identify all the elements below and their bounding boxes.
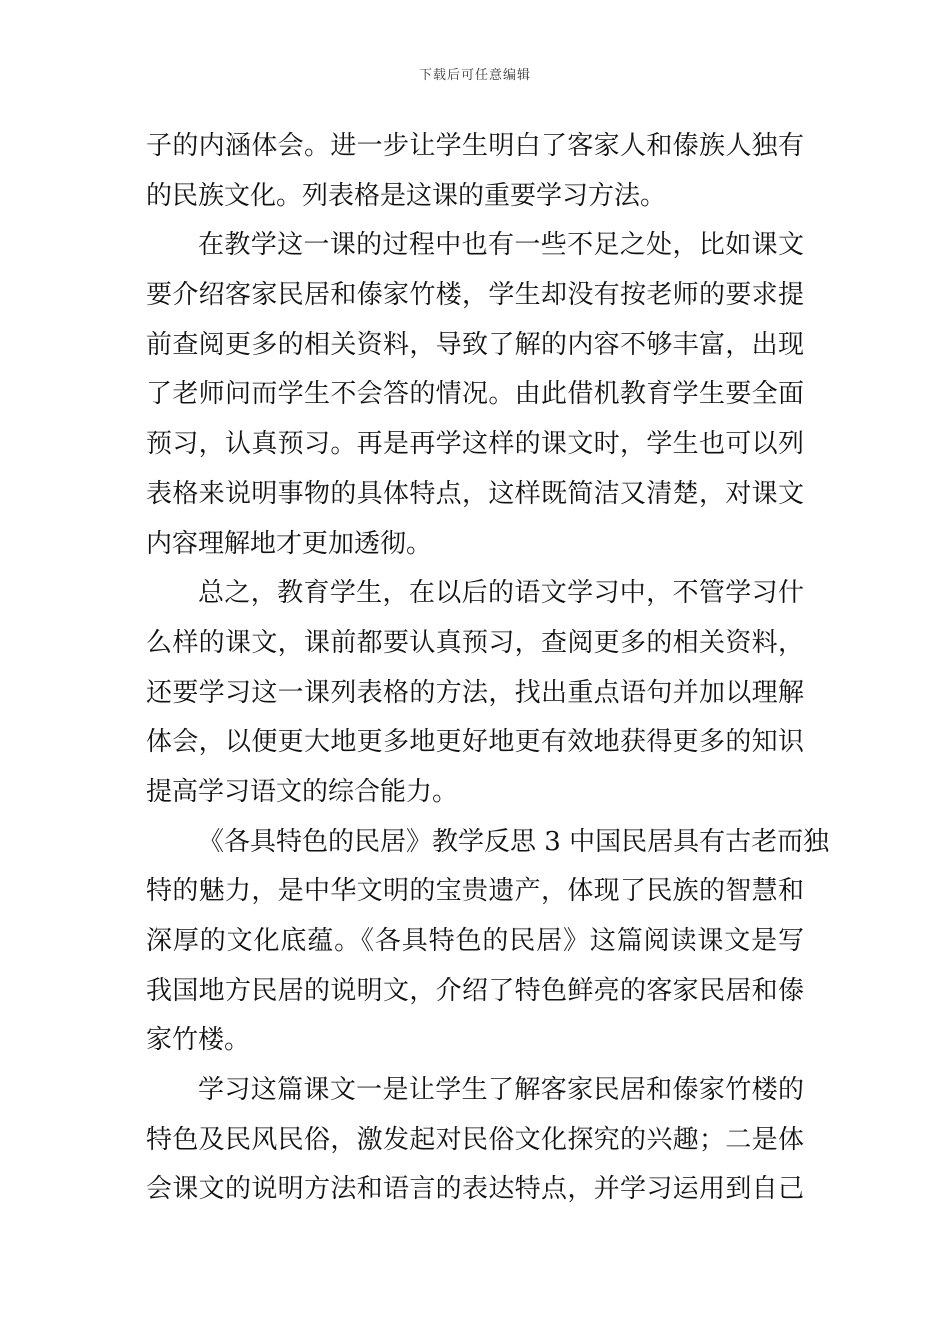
text-line: 特色及民风民俗，激发起对民俗文化探究的兴趣；二是体 [146,1124,804,1155]
text-line: 在教学这一课的过程中也有一些不足之处，比如课文 [198,230,804,261]
text-line: 预习，认真预习。再是再学这样的课文时，学生也可以列 [146,429,804,460]
text-line: 提高学习语文的综合能力。 [146,776,459,807]
text-line: 特的魅力，是中华文明的宝贵遗产，体现了民族的智慧和 [146,876,804,907]
text-line: 会课文的说明方法和语言的表达特点，并学习运用到自己 [146,1174,804,1205]
text-line: 家竹楼。 [146,1025,251,1056]
document-body [146,122,830,1215]
text-line: 要介绍客家民居和傣家竹楼，学生却没有按老师的要求提 [146,280,804,311]
page-header: 下载后可任意编辑 [418,68,531,83]
text-line: 体会，以便更大地更多地更好地更有效地获得更多的知识 [146,727,804,758]
text-line: 前查阅更多的相关资料，导致了解的内容不够丰富，出现 [146,329,804,360]
text-line: 内容理解地才更加透彻。 [146,528,433,559]
text-line: 的民族文化。列表格是这课的重要学习方法。 [146,180,667,211]
text-line: 总之，教育学生，在以后的语文学习中，不管学习什 [198,578,804,609]
text-line: 子的内涵体会。进一步让学生明白了客家人和傣族人独有 [146,131,804,161]
text-line: 表格来说明事物的具体特点，这样既简洁又清楚，对课文 [146,478,804,509]
text-line: 我国地方民居的说明文，介绍了特色鲜亮的客家民居和傣 [146,975,804,1006]
text-line: 《各具特色的民居》教学反思 3 中国民居具有古老而独 [198,826,830,857]
text-line: 深厚的文化底蕴。《各具特色的民居》这篇阅读课文是写 [146,926,804,956]
text-line: 学习这篇课文一是让学生了解客家民居和傣家竹楼的 [198,1075,804,1106]
text-line: 了老师问而学生不会答的情况。由此借机教育学生要全面 [146,379,804,410]
text-line: 么样的课文，课前都要认真预习，查阅更多的相关资料， [146,627,804,658]
text-line: 还要学习这一课列表格的方法，找出重点语句并加以理解 [146,677,804,708]
